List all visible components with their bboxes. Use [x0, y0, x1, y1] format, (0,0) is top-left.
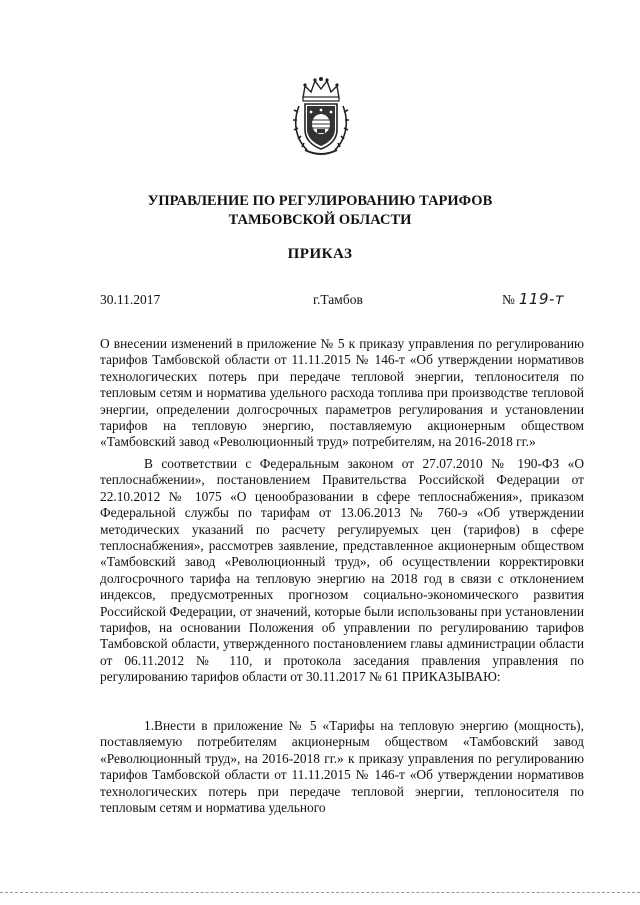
authority-line-2: ТАМБОВСКОЙ ОБЛАСТИ: [228, 212, 412, 228]
order-item-1: 1.Внести в приложение № 5 «Тарифы на тепловую энергию (мощность), поставляемую потребителям акционерным обществом «Тамбовский завод «Революционный труд», на 2016-2018 гг.» к приказу управления по регулированию тарифов Тамбовской области от 11.11.2015 № 146-т «Об утверждении нормативов технологических потерь при передаче тепловой энергии, теплоносителя по тепловым сетям и норматива удельного: [100, 718, 584, 816]
authority-line-1: УПРАВЛЕНИЕ ПО РЕГУЛИРОВАНИЮ ТАРИФОВ: [147, 193, 493, 209]
order-number-handwritten: 119-т: [518, 290, 565, 308]
coat-of-arms-emblem: [293, 76, 349, 158]
order-title: О внесении изменений в приложение № 5 к приказу управления по регулированию тарифов Тамбовской области от 11.11.2015 № 146-т «Об утверждении нормативов технологических потерь при передаче тепловой энергии, теплоносителя по тепловым сетям и норматива удельного расхода топлива при производстве тепловой энергии, определении долгосрочных параметров регулирования и установлении тарифов на тепловую энергию, поставляемую акционерным обществом «Тамбовский завод «Революционный труд» потребителям, на 2016-2018 гг.»: [100, 336, 584, 450]
order-city: г.Тамбов: [313, 292, 363, 307]
page-bottom-divider: [0, 892, 640, 893]
order-preamble: В соответствии с Федеральным законом от 27.07.2010 № 190-ФЗ «О теплоснабжении», постановлением Правительства Российской Федерации от 22.10.2012 № 1075 «О ценообразовании в сфере теплоснабжения», приказом Федеральной службы по тарифам от 13.06.2013 № 760-э «Об утверждении методических указаний по расчету регулируемых цен (тарифов) в сфере теплоснабжения», рассмотрев заявление, представленное акционерным обществом «Тамбовский завод «Революционный труд», об осуществлении корректировки долгосрочного тарифа на тепловую энергию на 2018 год в связи с отклонением индексов, предусмотренных прогнозом социально-экономического развития Российской Федерации, от значений, которые были использованы при установлении тарифов, на основании Положения об управлении по регулированию тарифов Тамбовской области, утвержденного постановлением главы администрации области от 06.11.2012 № 110, и протокола заседания правления управления по регулированию тарифов области от 30.11.2017 № 61 ПРИКАЗЫВАЮ:: [100, 456, 584, 685]
order-date: 30.11.2017: [100, 292, 161, 307]
order-number-label: №: [502, 292, 515, 307]
document-type: ПРИКАЗ: [287, 246, 353, 262]
issuing-authority: [0, 192, 640, 230]
order-number: [502, 290, 564, 308]
